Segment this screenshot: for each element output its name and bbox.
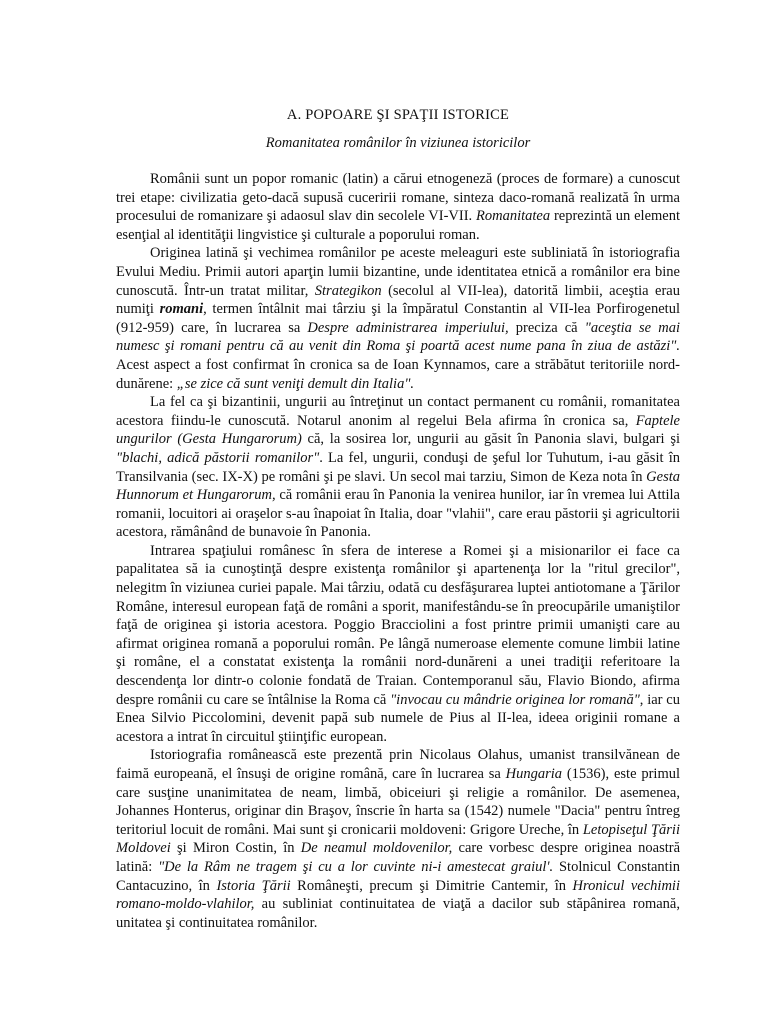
emphasis-text: "blachi, adică păstorii romanilor" [116, 449, 320, 466]
emphasis-text: Strategikon [314, 282, 382, 299]
emphasis-text: Istoria Ţării [216, 877, 291, 894]
emphasis-text: Letopiseţul Ţării Moldovei [116, 821, 680, 857]
emphasis-text: Gesta Hunnorum et Hungarorum, [116, 468, 680, 504]
paragraph: Istoriografia românească este prezentă prin Nicolaus Olahus, umanist transilvănean de faimă europeană, el însuşi de origine română, care în lucrarea sa Hungaria (1536), este primul care susţine unanimitatea de neam, limbă, obiceiuri şi religie a românilor. De asemenea, Johannes Honterus, originar din Braşov, înscrie în harta sa (1542) numele "Dacia" pentru întreg teritoriul locuit de români. Mai sunt şi cronicarii moldoveni: Grigore Ureche, în Letopiseţul Ţării Moldovei şi Miron Costin, în De neamul moldovenilor, care vorbesc despre originea noastră latină: "De la Râm ne tragem şi cu a lor cuvinte ni-i amestecat graiul'. Stolnicul Constantin Cantacuzino, în Istoria Ţării Româneşti, precum şi Dimitrie Cantemir, în Hronicul vechimii romano-moldo-vlahilor, au subliniat continuitatea de viaţă a dacilor sub stăpânirea romană, unitatea şi continuitatea românilor. [116, 747, 681, 931]
emphasis-text: Hungaria [505, 766, 563, 782]
paragraph: Intrarea spaţiului românesc în sfera de interese a Romei şi a misionarilor ei face ca papalitatea să ia cunoştinţă despre existenţa românilor şi apartenenţa lor la "ritul grecilor", nelegitm în viziunea curiei papale. Mai târziu, odată cu desfăşurarea luptei antiotomane a Ţărilor Române, interesul european faţă de români a sporit, manifestându-se în preocupările umaniştilor faţă de originea şi istoria acestora. Poggio Bracciolini a fost printre primii umanişti care au afirmat originea romană a poporului român. Pe lângă numeroase elemente comune limbii latine şi române, el a constatat existenţa la românii nord-dunăreni a unei tradiţii referitoare la descendenţa lor dintr-o colonie fondată de Traian. Contemporanul său, Flavio Biondo, afirma despre românii cu care se întâlnise la Roma că "invocau cu mândrie originea lor romană", iar cu Enea Silvio Piccolomini, devenit papă sub numele de Pius al II-lea, ideea originii romane a acestora a intrat în circuitul ştiinţific european. [116, 542, 680, 745]
page-subtitle: Romanitatea românilor în viziunea istoricilor [265, 135, 531, 151]
emphasis-text: "aceştia se mai numesc şi romani pentru că au venit din Roma şi poartă acest nume pana în ziua de astăzi". [116, 319, 680, 355]
emphasis-text: "De la Râm ne tragem şi cu a lor cuvinte ni-i amestecat graiul'. [158, 858, 554, 875]
paragraph: La fel ca şi bizantinii, ungurii au întreţinut un contact permanent cu românii, romanitatea acestora fiindu-le cunoscută. Notarul anonim al regelui Bela afirma în cronica sa, Faptele ungurilor (Gesta Hungarorum) că, la sosirea lor, ungurii au găsit în Panonia slavi, bulgari şi "blachi, adică păstorii romanilor". La fel, ungurii, conduşi de şeful lor Tuhutum, i-au găsit în Transilvania (sec. IX-X) pe români şi pe slavi. Un secol mai tarziu, Simon de Keza nota în Gesta Hunnorum et Hungarorum, că românii erau în Panonia la venirea hunilor, iar în vremea lui Attila romanii, locuitori ai oraşelor s-au înapoiat în Italia, doar "vlahii", care erau păstorii şi agricultorii acestora, rămânând de bunavoie în Panonia. [116, 394, 680, 541]
paragraph: Românii sunt un popor romanic (latin) a cărui etnogeneză (proces de formare) a cunoscut trei etape: civilizatia geto-dacă supusă cuceririi romane, sinteza daco-romană realizată în urma procesului de romanizare şi adaosul slav din secolele VI-VII. Romanitatea reprezintă un element esenţial al identităţii lingvistice şi culturale a poporului roman. [116, 171, 680, 243]
emphasis-text: Faptele ungurilor (Gesta Hungarorum) [116, 412, 680, 448]
page-title: A. POPOARE ŞI SPAŢII ISTORICE [286, 107, 510, 123]
emphasis-text: Despre administrarea imperiului, [307, 319, 509, 336]
emphasis-text: Hronicul vechimii romano-moldo-vlahilor, [116, 877, 680, 913]
emphasis-text: romani [159, 301, 204, 318]
emphasis-text: "invocau cu mândrie originea lor romană" [390, 691, 640, 708]
paragraph: Originea latină şi vechimea românilor pe aceste meleaguri este subliniată în istoriografia Evului Mediu. Primii autori aparţin lumii bizantine, unde identitatea etnică a românilor era bine cunoscută. Într-un tratat militar, Strategikon (secolul al VII-lea), datorită limbii, aceştia erau numiţi romani, termen întâlnit mai târziu şi la împăratul Constantin al VII-lea Porfirogenetul (912-959) care, în lucrarea sa Despre administrarea imperiului, preciza că "aceştia se mai numesc şi romani pentru că au venit din Roma şi poartă acest nume pana în ziua de astăzi". Acest aspect a fost confirmat în cronica sa de Ioan Kynnamos, care a străbătut teritoriile nord-dunărene: „se zice că sunt veniţi demult din Italia". [116, 245, 680, 392]
document-body [116, 170, 680, 932]
emphasis-text: Romanitatea [476, 208, 551, 225]
emphasis-text: De neamul moldovenilor, [300, 840, 453, 857]
emphasis-text: „se zice că sunt veniţi demult din Italia". [176, 375, 415, 392]
